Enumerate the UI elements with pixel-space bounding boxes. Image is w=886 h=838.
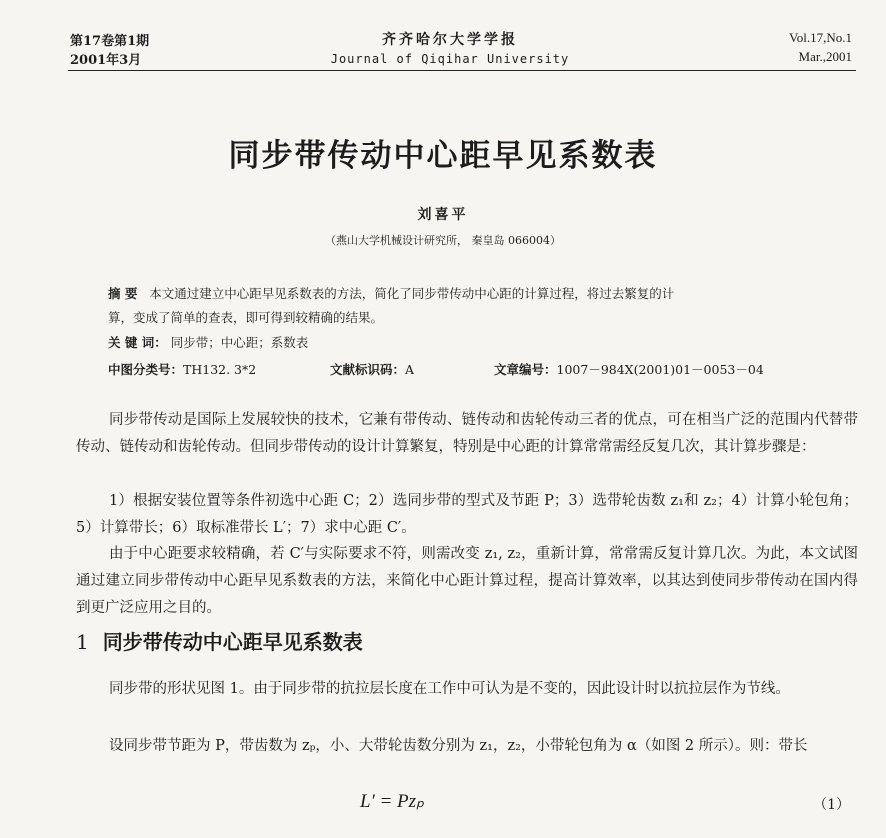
- abstract-line-1: [108, 283, 846, 305]
- paragraph-text: 同步带的形状见图 1。由于同步带的抗拉层长度在工作中可认为是不变的，因此设计时以抗拉层作为节线。: [109, 681, 790, 697]
- abstract-label: 摘 要: [108, 286, 138, 301]
- keywords: [108, 332, 846, 354]
- doc-code-value: A: [405, 362, 415, 377]
- equation-number: （1）: [813, 797, 850, 813]
- header-volume-en: Vol.17,No.1: [789, 30, 852, 45]
- header-date-cn: 2001年3月: [70, 53, 142, 68]
- paragraph-text: 由于中心距要求较精确，若 C′与实际要求不符，则需改变 z₁, z₂，重新计算，常常需反复计算几次。为此，本文试图通过建立同步带传动中心距早见系数表的方法，来简化中心距计算过程，提高计算效率，以其达到使同步带传动在国内得到更广泛应用之目的。: [76, 546, 858, 616]
- classification-line: [108, 359, 846, 381]
- doc-code-label: 文献标识码：: [330, 362, 406, 377]
- section-heading: [76, 628, 363, 656]
- abstract-text-2: 算，变成了简单的查表，即可得到较精确的结果。: [108, 310, 384, 325]
- article-title: 同步带传动中心距早见系数表: [228, 138, 658, 174]
- header-volume-cn: 第17卷第1期: [70, 34, 150, 49]
- article-no-label: 文章编号：: [494, 362, 557, 377]
- header-date-en: Mar.,2001: [798, 49, 852, 64]
- body-paragraph-5: [76, 733, 858, 760]
- header-issue-info: [70, 32, 149, 70]
- body-paragraph-3: [76, 541, 858, 622]
- article-affiliation: （燕山大学机械设计研究所， 秦皇岛 066004）: [325, 234, 561, 247]
- header-rule: [68, 70, 856, 71]
- header-journal-name: [300, 30, 600, 68]
- keywords-label: 关 键 词：: [108, 335, 167, 350]
- abstract-text-1: 本文通过建立中心距早见系数表的方法，简化了同步带传动中心距的计算过程，将过去繁复的计: [149, 286, 675, 301]
- body-paragraph-1: [76, 407, 858, 461]
- paragraph-text: 1）根据安装位置等条件初选中心距 C；2）选同步带的型式及节距 P；3）选带轮齿数 z₁和 z₂；4）计算小轮包角；5）计算带长；6）取标准带长 L′；7）求中心距 C′。: [76, 493, 858, 536]
- section-number: 1: [76, 630, 89, 654]
- article-author: 刘喜平: [417, 207, 469, 223]
- body-paragraph-4: [76, 676, 858, 703]
- journal-name-cn: 齐齐哈尔大学学报: [382, 32, 518, 48]
- equation: L′ = Pzₚ: [360, 791, 425, 812]
- body-paragraph-2: [76, 488, 858, 542]
- paragraph-text: 同步带传动是国际上发展较快的技术，它兼有带传动、链传动和齿轮传动三者的优点，可在相当广泛的范围内代替带传动、链传动和齿轮传动。但同步带传动的设计计算繁复，特别是中心距的计算常常需经反复几次，其计算步骤是：: [76, 412, 858, 455]
- section-title: 同步带传动中心距早见系数表: [102, 630, 363, 654]
- keywords-value: 同步带；中心距；系数表: [170, 335, 309, 350]
- journal-name-en: Journal of Qiqihar University: [330, 52, 570, 66]
- paragraph-text: 设同步带节距为 P，带齿数为 zₚ，小、大带轮齿数分别为 z₁，z₂，小带轮包角为 α（如图 2 所示）。则：带长: [109, 738, 808, 754]
- header-issue-info-en: [789, 28, 852, 66]
- clc-label: 中图分类号：: [108, 362, 184, 377]
- clc-value: TH132. 3*2: [183, 362, 257, 377]
- article-no-value: 1007－984X(2001)01－0053－04: [556, 362, 764, 377]
- abstract-line-2: [108, 307, 846, 329]
